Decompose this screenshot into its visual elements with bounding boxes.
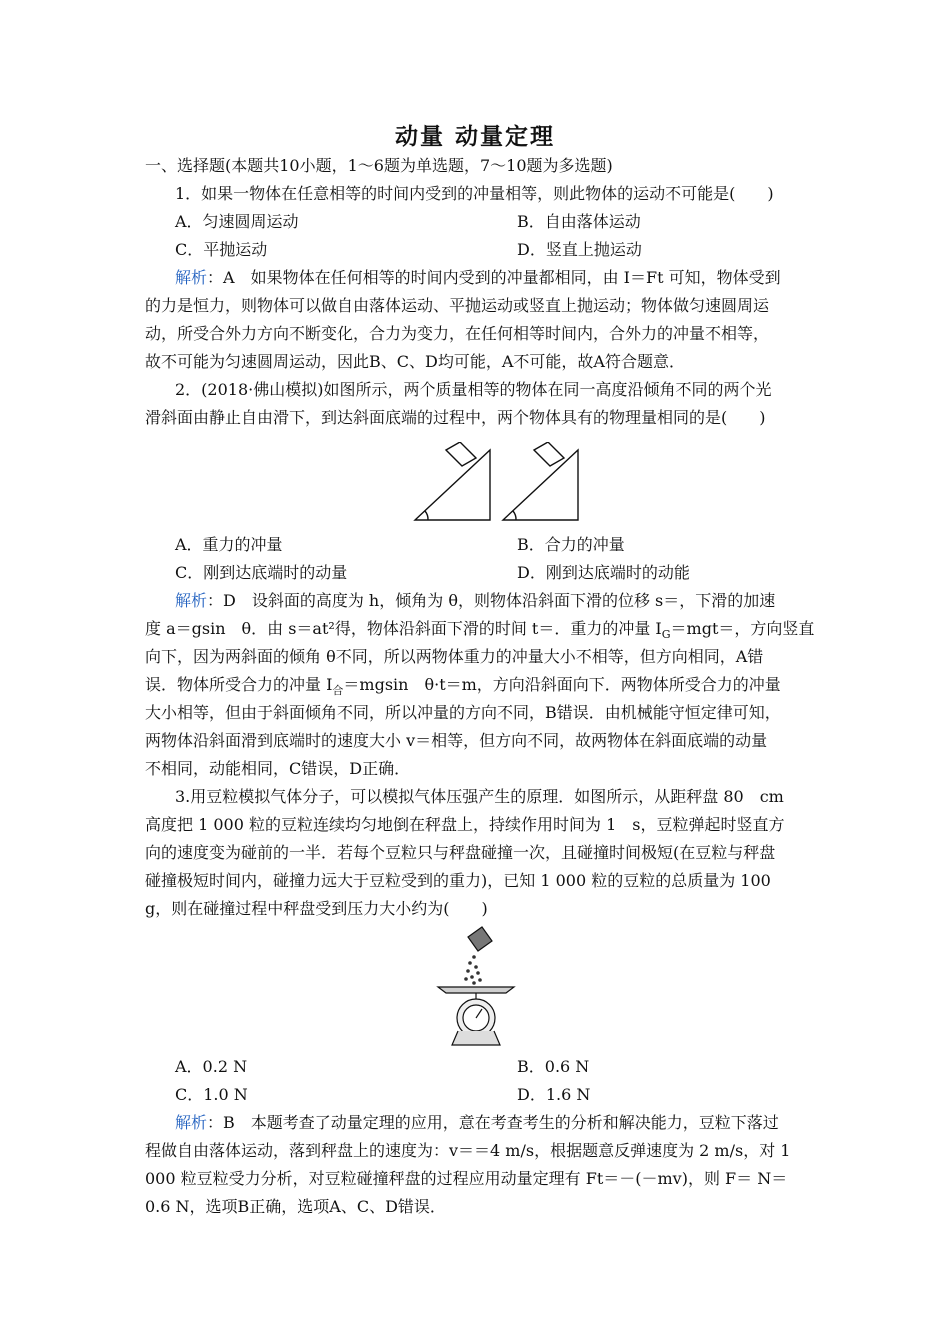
- question-3-stem: g，则在碰撞过程中秤盘受到压力大小约为( ): [145, 899, 488, 918]
- analysis-label: 解析: [175, 268, 208, 287]
- question-1-option-c: C．平抛运动: [175, 240, 268, 259]
- question-3-option-c: C．1.0 N: [175, 1085, 248, 1104]
- question-1-option-d: D．竖直上抛运动: [517, 240, 642, 259]
- question-3-option-a: A．0.2 N: [175, 1057, 248, 1076]
- analysis-label: 解析: [175, 591, 208, 610]
- analysis-label: 解析: [175, 1113, 208, 1132]
- scale-base: [452, 1031, 500, 1045]
- question-2-analysis-line: 度 a＝gsin θ．由 s＝at²得，物体沿斜面下滑的时间 t＝．重力的冲量 $I_G=mgt=$，方向竖直: [145, 619, 815, 642]
- question-3-analysis-line: 000 粒豆粒受力分析，对豆粒碰撞秤盘的过程应用动量定理有 Ft＝－(－mv)，则 F＝ N＝: [145, 1169, 788, 1188]
- section-heading: 一、选择题(本题共10小题，1～6题为单选题，7～10题为多选题): [145, 156, 613, 175]
- scale-pan: [438, 987, 514, 993]
- question-3-option-b: B．0.6 N: [517, 1057, 590, 1076]
- question-1-analysis-line: 故不可能为匀速圆周运动，因此B、C、D均可能，A不可能，故A符合题意．: [145, 352, 685, 371]
- cup-icon: [468, 927, 492, 951]
- question-1-analysis-line: 动，所受合外力方向不断变化，合力为变力，在任何相等时间内，合外力的冲量不相等，: [145, 324, 770, 343]
- question-3-analysis-line: 解析：B 本题考查了动量定理的应用，意在考查考生的分析和解决能力，豆粒下落过: [175, 1113, 779, 1132]
- question-2-option-d: D．刚到达底端时的动能: [517, 563, 690, 582]
- question-3-stem: 3.用豆粒模拟气体分子，可以模拟气体压强产生的原理．如图所示，从距秤盘 80 cm: [175, 787, 784, 806]
- block-left: [446, 442, 476, 466]
- question-2-stem: 2．(2018·佛山模拟)如图所示，两个质量相等的物体在同一高度沿倾角不同的两个光: [175, 380, 772, 399]
- question-2-analysis-line: 解析：D 设斜面的高度为 h，倾角为 θ，则物体沿斜面下滑的位移 s＝，下滑的加速: [175, 591, 776, 610]
- incline-right: [503, 450, 578, 520]
- question-3-stem: 高度把 1 000 粒的豆粒连续均匀地倒在秤盘上，持续作用时间为 1 s，豆粒弹起时竖直方: [145, 815, 785, 834]
- question-2-analysis-line: 不相同，动能相同，C错误，D正确．: [145, 759, 411, 778]
- page-title: 动量 动量定理: [394, 123, 555, 150]
- question-3-analysis-line: 程做自由落体运动，落到秤盘上的速度为：v＝＝4 m/s，根据题意反弹速度为 2 m/s，对 1: [145, 1141, 791, 1160]
- question-1-option-b: B．自由落体运动: [517, 212, 641, 231]
- question-2-analysis-line: 两物体沿斜面滑到底端时的速度大小 v＝相等，但方向不同，故两物体在斜面底端的动量: [145, 731, 768, 750]
- question-2-option-c: C．刚到达底端时的动量: [175, 563, 348, 582]
- question-1-option-a: A．匀速圆周运动: [175, 212, 299, 231]
- block-right: [534, 442, 564, 466]
- question-2-stem: 滑斜面由静止自由滑下，到达斜面底端的过程中，两个物体具有的物理量相同的是( ): [145, 408, 766, 427]
- question-3-stem: 碰撞极短时间内，碰撞力远大于豆粒受到的重力)，已知 1 000 粒的豆粒的总质量为 100: [145, 871, 771, 890]
- scale-beans-figure: [430, 925, 522, 1049]
- question-2-option-a: A．重力的冲量: [175, 535, 283, 554]
- question-1-stem: 1．如果一物体在任意相等的时间内受到的冲量相等，则此物体的运动不可能是( ): [175, 184, 774, 203]
- beans-icon: [464, 955, 482, 985]
- question-3-option-d: D．1.6 N: [517, 1085, 591, 1104]
- question-2-analysis-line: 向下，因为两斜面的倾角 θ不同，所以两物体重力的冲量大小不相等，但方向相同，A错: [145, 647, 764, 666]
- question-2-analysis-line: 大小相等，但由于斜面倾角不同，所以冲量的方向不同，B错误．由机械能守恒定律可知，: [145, 703, 781, 722]
- question-3-analysis-line: 0.6 N，选项B正确，选项A、C、D错误．: [145, 1197, 446, 1216]
- question-2-option-b: B．合力的冲量: [517, 535, 625, 554]
- inclined-planes-figure: [410, 442, 585, 524]
- question-2-analysis-line: 误．物体所受合力的冲量 $I_合=mgsin$ θ·t＝m，方向沿斜面向下．两物体所受合力的冲量: [145, 675, 781, 698]
- incline-left: [415, 450, 490, 520]
- question-3-stem: 向的速度变为碰前的一半．若每个豆粒只与秤盘碰撞一次，且碰撞时间极短(在豆粒与秤盘: [145, 843, 776, 862]
- question-1-analysis-line: 解析：A 如果物体在任何相等的时间内受到的冲量都相同，由 I＝Ft 可知，物体受到: [175, 268, 781, 287]
- question-1-analysis-line: 的力是恒力，则物体可以做自由落体运动、平抛运动或竖直上抛运动；物体做匀速圆周运: [145, 296, 770, 315]
